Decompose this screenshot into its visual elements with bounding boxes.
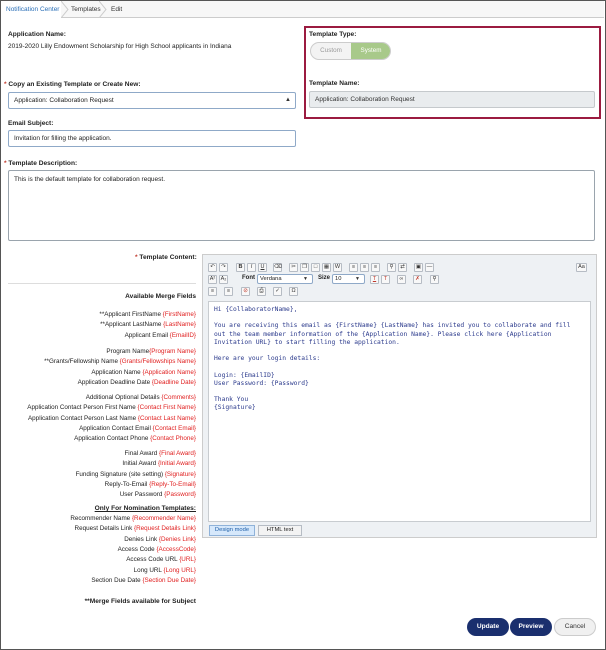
tab-design-mode[interactable]: Design mode [209, 525, 255, 536]
cancel-button[interactable]: Cancel [554, 618, 596, 636]
tab-html-text[interactable]: HTML text [258, 525, 302, 536]
merge-field-token: {Comments} [161, 394, 196, 401]
merge-field-token: {Reply-To-Email} [149, 480, 196, 488]
copy-template-label: * Copy an Existing Template or Create New: [4, 81, 141, 88]
editor-line [214, 363, 585, 371]
merge-field-token: {Deadline Date} [151, 378, 196, 386]
link-icon[interactable]: ∞ [397, 275, 406, 284]
merge-field-label: Application Contact Person Last Name [27, 414, 138, 422]
undo-icon[interactable]: ↶ [208, 263, 217, 272]
merge-field-label: Access Code [117, 545, 157, 553]
merge-field-label: Recommender Name [70, 515, 132, 522]
paste-text-icon[interactable]: ▦ [323, 264, 330, 270]
unordered-list-icon[interactable]: ≡ [224, 287, 233, 296]
merge-subject-note: **Merge Fields available for Subject [84, 598, 196, 605]
merge-field-label: Application Deadline Date [77, 378, 152, 386]
editor-content-area[interactable] [208, 301, 591, 522]
merge-field-row [0, 404, 196, 413]
merge-field-token: {Grants/Fellowships Name} [119, 358, 196, 366]
merge-field-row [0, 358, 196, 367]
merge-field-label: Program Name [106, 348, 150, 355]
editor-line: Here are your login details: [214, 355, 321, 363]
email-subject-input[interactable]: Invitation for filling the application. [8, 130, 296, 147]
align-right-icon[interactable]: ≡ [371, 263, 380, 272]
highlight-color-icon[interactable]: T [381, 275, 390, 284]
merge-field-token: {Final Award} [159, 450, 196, 457]
merge-field-label: Section Due Date [91, 576, 143, 584]
breadcrumb-edit: Edit [111, 6, 123, 13]
underline-icon[interactable]: U [258, 263, 267, 272]
merge-field-token: {Recommender Name} [131, 515, 196, 522]
special-char-icon[interactable]: Ω [289, 287, 298, 296]
merge-field-token: {Program Name} [149, 348, 196, 355]
select-arrows-icon: ▲ [285, 97, 291, 103]
merge-field-token: {Contact Email} [152, 424, 196, 432]
breadcrumb [1, 1, 604, 18]
application-name-label: Application Name: [8, 31, 66, 38]
preview-button[interactable]: Preview [510, 618, 552, 636]
merge-field-token: {AccessCode} [156, 545, 196, 553]
italic-icon[interactable]: I [247, 263, 256, 272]
template-type-custom[interactable]: Custom [320, 47, 342, 54]
nomination-field-row [0, 536, 196, 545]
merge-field-label: Applicant Email [124, 331, 170, 339]
align-left-icon[interactable]: ≡ [349, 263, 358, 272]
paste-icon[interactable]: □ [311, 263, 320, 272]
merge-field-token: {Contact First Name} [137, 404, 196, 412]
merge-field-label: **Applicant FirstName [99, 311, 163, 318]
merge-field-token: {Section Due Date} [142, 576, 196, 584]
cut-icon[interactable]: ✂ [289, 263, 298, 272]
editor-line: You are receiving this email as {FirstName} {LastName} has invited you to collaborate and fill out the team member information of the {Application Name}. Please click here {Application Invitation URL} to start filling the application. [214, 322, 575, 346]
eraser-icon[interactable]: ⌫ [274, 264, 282, 270]
template-type-toggle[interactable] [310, 42, 391, 60]
template-content-label: * Template Content: [135, 254, 197, 261]
merge-field-row [0, 491, 196, 500]
zoom-icon[interactable]: ⚲ [430, 275, 439, 284]
nomination-field-row [0, 577, 196, 586]
merge-field-token: {Request Details Link} [134, 525, 196, 533]
nomination-field-row [0, 567, 196, 576]
nomination-field-row [0, 515, 196, 524]
merge-field-row [0, 460, 196, 469]
align-center-icon[interactable]: ≡ [360, 263, 369, 272]
merge-field-label: Long URL [133, 566, 164, 574]
merge-field-row [0, 332, 196, 341]
breadcrumb-templates[interactable]: Templates [71, 6, 101, 13]
size-label: Size [318, 275, 331, 281]
template-type-system[interactable]: System [351, 43, 391, 59]
application-name-value: 2019-2020 Lilly Endowment Scholarship for High School applicants in Indiana [8, 43, 232, 50]
merge-field-label: Access Code URL [126, 556, 180, 564]
editor-line: User Password: {Password} [214, 379, 309, 387]
copy-template-selected: Application: Collaboration Request [14, 97, 114, 104]
merge-field-token: {Signature} [164, 470, 196, 478]
merge-field-label: Application Contact Phone [74, 435, 151, 443]
email-subject-label: Email Subject: [8, 120, 54, 127]
merge-field-label: Request Details Link [74, 525, 135, 533]
merge-field-row [0, 369, 196, 378]
merge-field-token: {Long URL} [163, 566, 196, 574]
merge-field-label: Final Award [124, 450, 159, 457]
merge-field-label: Application Contact Person First Name [27, 404, 138, 412]
template-name-field: Application: Collaboration Request [309, 91, 595, 108]
horizontal-rule-icon[interactable]: — [426, 264, 433, 270]
merge-field-label: **Applicant LastName [100, 321, 164, 329]
font-select[interactable]: Verdana ▼ [257, 274, 313, 284]
no-format-icon[interactable]: ⊘ [241, 287, 250, 296]
nomination-field-row [0, 546, 196, 555]
text-case-button[interactable]: Aa [576, 263, 587, 272]
unlink-icon[interactable]: ✗ [413, 275, 422, 284]
merge-field-label: Reply-To-Email [104, 480, 150, 488]
merge-field-label: User Password [119, 491, 165, 499]
redo-icon[interactable]: ↷ [219, 263, 228, 272]
merge-field-label: Initial Award [122, 460, 158, 468]
editor-line [214, 314, 585, 322]
copy-icon[interactable]: ❐ [300, 263, 309, 272]
merge-field-row [0, 471, 196, 480]
editor-line: Hi {CollaboratorName}, [214, 306, 298, 313]
bold-icon[interactable]: B [236, 263, 245, 272]
merge-field-label: Application Name [91, 368, 143, 376]
copy-template-select[interactable] [8, 92, 296, 109]
replace-icon[interactable]: ⇄ [398, 263, 407, 272]
merge-field-label: **Grants/Fellowship Name [44, 358, 120, 366]
subscript-icon[interactable]: A₂ [220, 276, 227, 282]
merge-field-row [0, 321, 196, 330]
find-icon[interactable]: ⚲ [387, 263, 396, 272]
text-color-icon[interactable]: T [370, 275, 379, 284]
merge-field-token: {EmailID} [169, 331, 196, 339]
merge-field-row [0, 450, 196, 459]
nomination-field-row [0, 525, 196, 534]
merge-field-token: {Password} [164, 491, 196, 499]
nomination-title: Only For Nomination Templates: [94, 505, 196, 512]
merge-field-row [0, 415, 196, 424]
image-icon[interactable]: ▣ [415, 264, 422, 270]
superscript-icon[interactable]: A² [209, 276, 216, 282]
merge-field-token: {Denies Link} [158, 535, 196, 543]
editor-line: Login: {EmailID} [214, 371, 275, 379]
paste-word-icon[interactable]: W [334, 264, 341, 270]
print-icon[interactable]: ⎙ [257, 287, 266, 296]
font-label: Font [242, 275, 255, 281]
merge-field-row [0, 435, 196, 444]
editor-line [214, 388, 585, 396]
merge-field-token: {FirstName} [162, 311, 196, 318]
divider [8, 283, 196, 284]
template-description-label: * Template Description: [4, 160, 78, 167]
spellcheck-icon[interactable]: ✓ [273, 287, 282, 296]
editor-line: Thank You [214, 396, 249, 404]
merge-field-label: Denies Link [124, 535, 159, 543]
merge-field-token: {URL} [179, 556, 196, 564]
update-button[interactable]: Update [467, 618, 509, 636]
merge-field-token: {Contact Phone} [150, 435, 196, 443]
merge-field-row [0, 481, 196, 490]
merge-field-label: Additional Optional Details [85, 394, 162, 401]
template-name-label: Template Name: [309, 80, 360, 87]
merge-field-token: {Initial Award} [157, 460, 196, 468]
merge-field-token: {Application Name} [142, 368, 196, 376]
nomination-field-row [0, 556, 196, 565]
merge-field-row [0, 348, 196, 357]
merge-field-token: {LastName} [163, 321, 196, 329]
template-description-textarea[interactable] [8, 170, 595, 241]
ordered-list-icon[interactable]: ≡ [208, 287, 217, 296]
breadcrumb-notification-center[interactable]: Notification Center [1, 1, 61, 18]
size-select[interactable]: 10 ▼ [332, 274, 365, 284]
editor-line: {Signature} [214, 404, 256, 412]
merge-field-row [0, 379, 196, 388]
merge-field-row [0, 425, 196, 434]
template-type-label: Template Type: [309, 31, 357, 38]
merge-field-label: Application Contact Email [79, 424, 153, 432]
merge-fields-title: Available Merge Fields [125, 293, 196, 300]
merge-field-token: {Contact Last Name} [137, 414, 196, 422]
merge-field-row [0, 394, 196, 403]
merge-field-label: Funding Signature (site setting) [75, 470, 165, 478]
merge-field-row [0, 311, 196, 320]
editor-line [214, 347, 585, 355]
